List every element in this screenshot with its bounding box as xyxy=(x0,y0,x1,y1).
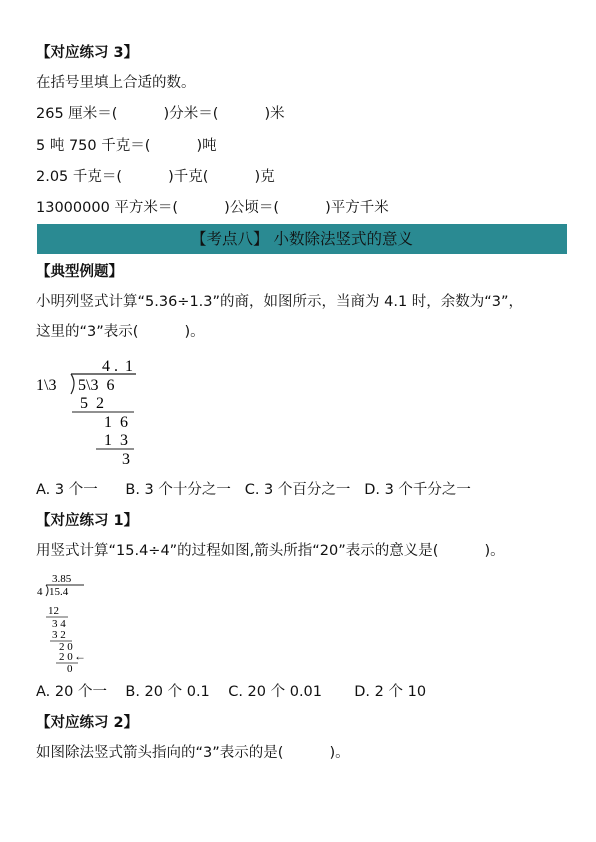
arrow-icon: ← xyxy=(74,649,86,663)
step-product-1: 5 2 xyxy=(80,395,104,412)
section-heading-practice-3: 【对应练习 3】 xyxy=(36,45,139,61)
quotient-digit-2: 1 xyxy=(125,358,133,375)
dividend: 15.4 xyxy=(49,586,69,598)
example-options: A. 3 个一 B. 3 个十分之一 C. 3 个百分之一 D. 3 个千分之一 xyxy=(36,482,471,498)
example-text-line-1: 小明列竖式计算“5.36÷1.3”的商，如图所示，当商为 4.1 时，余数为“3”， xyxy=(36,294,524,310)
example-long-division-figure xyxy=(34,352,144,470)
question-4: 13000000 平方米＝( )公顷＝( )平方千米 xyxy=(36,200,389,216)
divisor: 4 xyxy=(37,586,43,598)
step-5: 2 0 xyxy=(59,651,73,663)
practice-1-long-division-figure xyxy=(34,570,114,674)
practice-1-options: A. 20 个一 B. 20 个 0.1 C. 20 个 0.01 D. 2 个 10 xyxy=(36,684,427,700)
instruction-text: 在括号里填上合适的数。 xyxy=(36,75,196,91)
section-heading-example: 【典型例题】 xyxy=(36,264,123,280)
section-heading-practice-1: 【对应练习 1】 xyxy=(36,513,139,529)
quotient-digit-1: 4 xyxy=(102,358,110,375)
topic-banner: 【考点八】 小数除法竖式的意义 xyxy=(37,224,567,254)
final-remainder: 0 xyxy=(67,663,73,674)
example-text-line-2: 这里的“3”表示( )。 xyxy=(36,324,205,340)
practice-2-text: 如图除法竖式箭头指向的“3”表示的是( )。 xyxy=(36,745,350,761)
question-2: 5 吨 750 千克＝( )吨 xyxy=(36,138,217,154)
step-2: 3 4 xyxy=(52,618,66,630)
step-product-1: 12 xyxy=(48,605,59,617)
step-remainder-1: 1 6 xyxy=(104,414,128,431)
question-3: 2.05 千克＝( )千克( )克 xyxy=(36,169,275,185)
quotient: 3.85 xyxy=(52,573,72,585)
step-3: 3 2 xyxy=(52,629,66,641)
divisor: 1\3 xyxy=(36,377,57,394)
practice-1-text: 用竖式计算“15.4÷4”的过程如图,箭头所指“20”表示的意义是( )。 xyxy=(36,543,505,559)
dividend: 5\3 6 xyxy=(78,377,115,394)
quotient-dot: . xyxy=(114,358,118,375)
step-4: 2 0 xyxy=(59,641,73,653)
division-bracket xyxy=(46,585,48,596)
section-heading-practice-2: 【对应练习 2】 xyxy=(36,715,139,731)
division-bracket xyxy=(71,374,74,394)
final-remainder: 3 xyxy=(122,451,130,468)
step-product-2: 1 3 xyxy=(104,432,128,449)
question-1: 265 厘米＝( )分米＝( )米 xyxy=(36,106,285,122)
